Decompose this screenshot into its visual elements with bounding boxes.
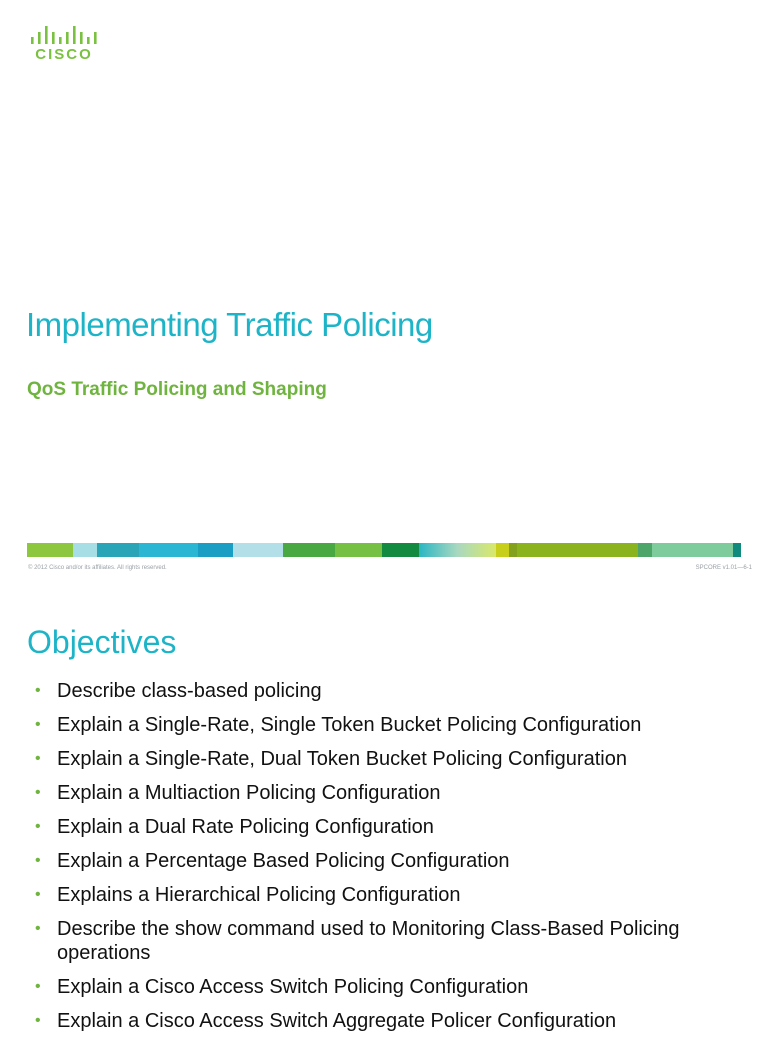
objective-item [35,781,745,805]
objective-text: Explain a Multiaction Policing Configuration [57,782,441,804]
cisco-logo-text: CISCO [35,46,93,63]
slide-subtitle-text: QoS Traffic Policing and Shaping [27,379,327,400]
bullet-icon: • [35,784,41,801]
slide-title-text: Implementing Traffic Policing [26,306,433,343]
bullet-icon: • [35,978,41,995]
bullet-icon: • [35,750,41,767]
bullet-icon: • [35,886,41,903]
objective-text: Describe class-based policing [57,680,322,702]
bullet-icon: • [35,818,41,835]
objective-text: Explain a Cisco Access Switch Aggregate Policer Configuration [57,1010,617,1032]
color-stripe-divider [27,543,741,557]
objective-text: Explain a Percentage Based Policing Configuration [57,850,510,872]
objective-item [35,713,745,737]
objective-item [35,747,745,771]
objective-text: Explain a Single-Rate, Single Token Bucket Policing Configuration [57,714,642,736]
objective-text: Explain a Dual Rate Policing Configuration [57,816,434,838]
copyright-footer: © 2012 Cisco and/or its affiliates. All rights reserved. [28,565,167,571]
bullet-icon: • [35,682,41,699]
objective-item [35,849,745,873]
objective-item [35,883,745,907]
slide-number-footer: SPCORE v1.01—6-1 [695,565,752,571]
objective-text: Explain a Cisco Access Switch Policing Configuration [57,976,529,998]
objective-item [35,679,745,703]
objective-item [35,1009,745,1033]
objective-item [35,975,745,999]
cisco-bridge-logo-icon [28,26,102,46]
cisco-logo [28,26,102,66]
objective-item [35,815,745,839]
objectives-list [35,679,745,1043]
objective-text: Explains a Hierarchical Policing Configuration [57,884,461,906]
bullet-icon: • [35,1012,41,1029]
bullet-icon: • [35,920,41,937]
objectives-title: Objectives [27,624,177,660]
objective-text: Explain a Single-Rate, Dual Token Bucket Policing Configuration [57,748,627,770]
bullet-icon: • [35,852,41,869]
objective-item [35,917,745,965]
slide-objectives [0,580,768,1032]
objective-text: Describe the show command used to Monitoring Class-Based Policing operations [57,918,680,964]
bullet-icon: • [35,716,41,733]
